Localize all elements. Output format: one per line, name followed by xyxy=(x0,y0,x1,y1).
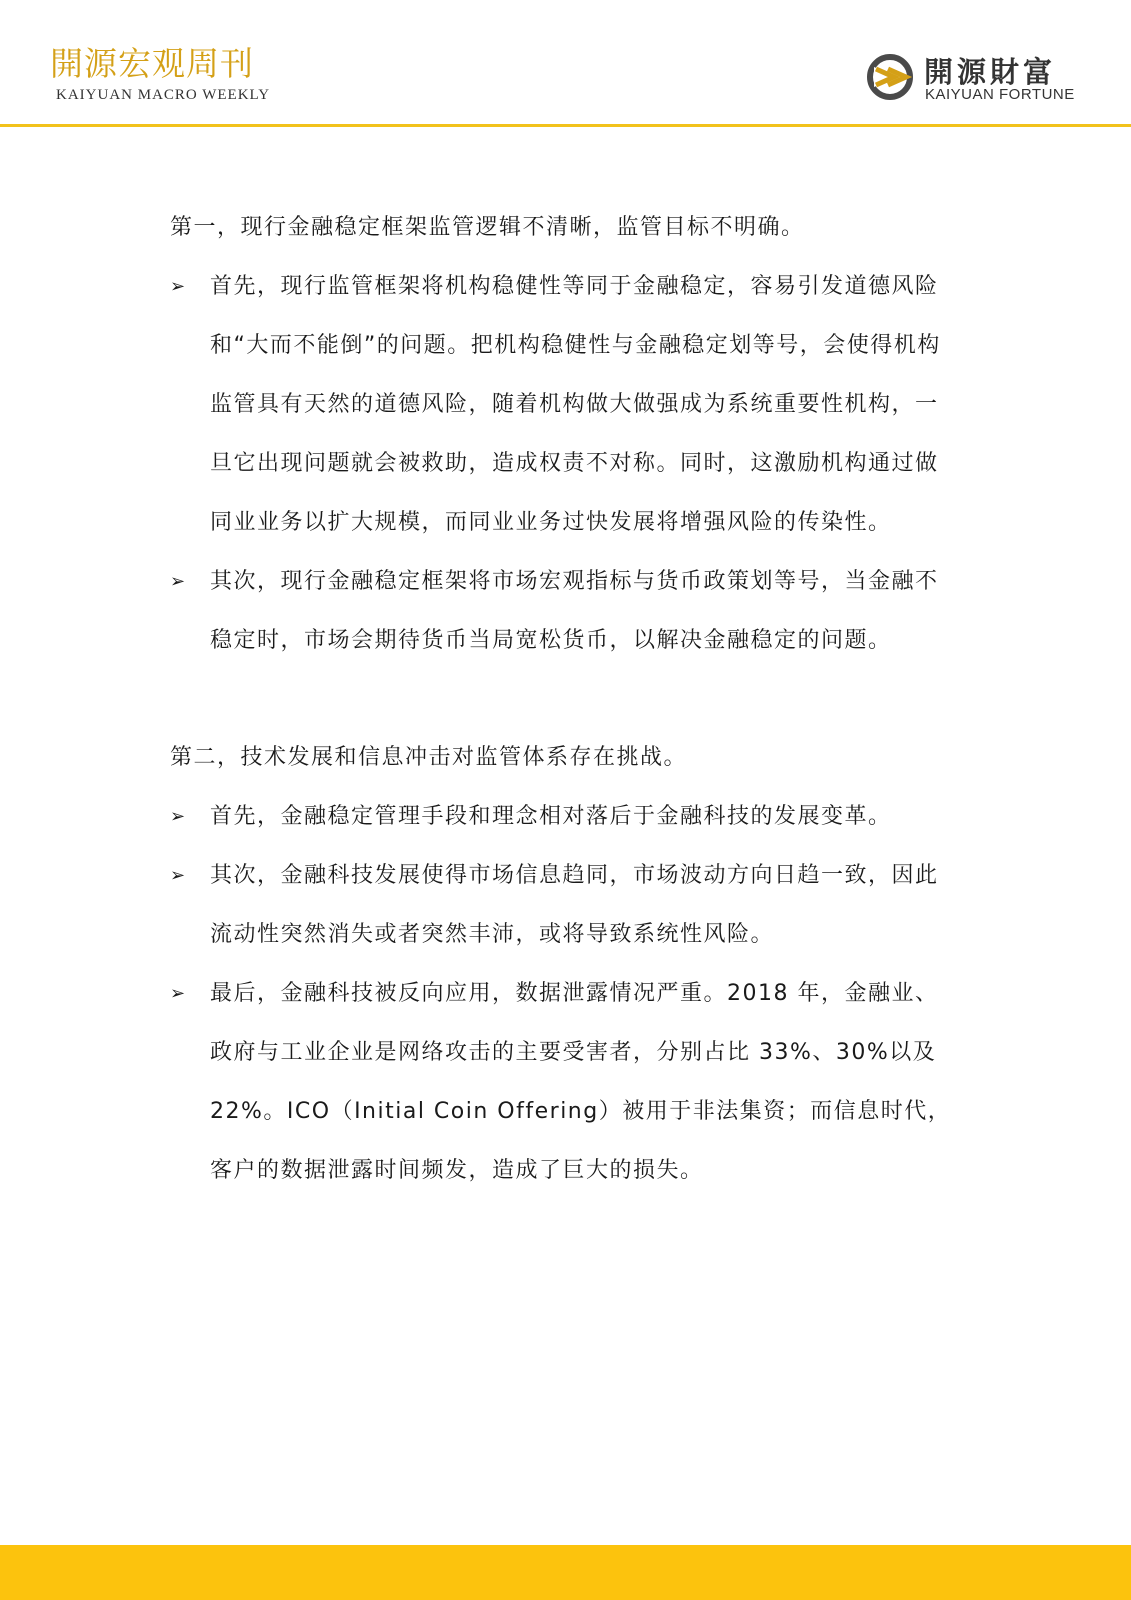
header-divider xyxy=(0,124,1131,127)
bullet-item xyxy=(170,552,960,670)
bullet-text: 最后，金融科技被反向应用，数据泄露情况严重。2018 年，金融业、政府与工业企业是网络攻击的主要受害者，分别占比 33%、30%以及 22%。ICO（Initial Coin Offering）被用于非法集资；而信息时代，客户的数据泄露时间频发，造成了巨大的损失。 xyxy=(210,981,952,1183)
bullet-text: 首先，现行监管框架将机构稳健性等同于金融稳定，容易引发道德风险和“大而不能倒”的问题。把机构稳健性与金融稳定划等号，会使得机构监管具有天然的道德风险，随着机构做大做强成为系统重要性机构，一旦它出现问题就会被救助，造成权责不对称。同时，这激励机构通过做同业业务以扩大规模，而同业业务过快发展将增强风险的传染性。 xyxy=(210,274,941,535)
arrow-bullet-icon: ➢ xyxy=(170,865,187,886)
logo-text-en: KAIYUAN FORTUNE xyxy=(925,86,1075,103)
footer-bar xyxy=(0,1545,1131,1600)
arrow-bullet-icon: ➢ xyxy=(170,983,187,1004)
page-header xyxy=(0,0,1131,127)
article-body xyxy=(170,198,960,1200)
bullet-item xyxy=(170,964,960,1200)
publication-subtitle: KAIYUAN MACRO WEEKLY xyxy=(56,87,271,103)
bullet-text: 其次，金融科技发展使得市场信息趋同，市场波动方向日趋一致，因此流动性突然消失或者突然丰沛，或将导致系统性风险。 xyxy=(210,863,939,947)
arrow-bullet-icon: ➢ xyxy=(170,806,187,827)
section-heading: 第二，技术发展和信息冲击对监管体系存在挑战。 xyxy=(170,745,688,770)
arrow-bullet-icon: ➢ xyxy=(170,276,187,297)
logo-text-cn: 開源財富 xyxy=(924,55,1057,89)
bullet-text: 其次，现行金融稳定框架将市场宏观指标与货币政策划等号，当金融不稳定时，市场会期待货币当局宽松货币，以解决金融稳定的问题。 xyxy=(210,569,939,653)
bullet-item xyxy=(170,257,960,552)
section-spacer xyxy=(170,670,960,728)
section-heading: 第一，现行金融稳定框架监管逻辑不清晰，监管目标不明确。 xyxy=(170,215,805,240)
publication-title: 開源宏观周刊 xyxy=(50,44,254,83)
bullet-item xyxy=(170,787,960,846)
kaiyuan-fortune-logo xyxy=(866,50,1096,106)
bullet-text: 首先，金融稳定管理手段和理念相对落后于金融科技的发展变革。 xyxy=(210,804,892,829)
bullet-item xyxy=(170,846,960,964)
arrow-bullet-icon: ➢ xyxy=(170,571,187,592)
kaiyuan-logo-icon xyxy=(866,53,914,101)
